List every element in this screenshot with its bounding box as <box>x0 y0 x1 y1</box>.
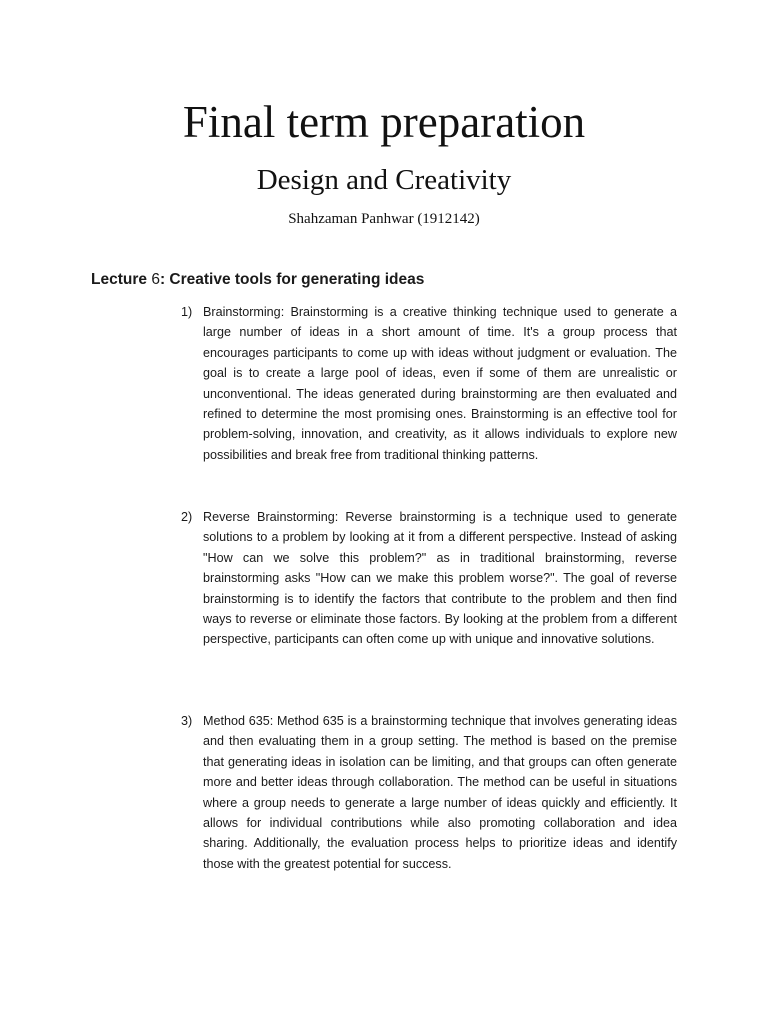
lecture-number: 6 <box>151 271 160 288</box>
list-item-text: Reverse brainstorming is a technique used to generate solutions to a problem by looking at it from a different perspective. Instead of asking "How can we solve this problem?" as in traditional brainstorming, reverse brainstorming asks "How can we make this problem worse?". The goal of reverse brainstorming is to identify the factors that contribute to the problem and then find ways to reverse or eliminate those factors. By looking at the problem from a different perspective, participants can often come up with unique and innovative solutions. <box>203 510 677 647</box>
list-item-term: Method 635: <box>203 714 274 728</box>
document-title: Final term preparation <box>182 97 586 147</box>
list-item-marker: 2) <box>181 510 193 524</box>
document-author: Shahzaman Panhwar (1912142) <box>288 211 480 227</box>
lecture-heading <box>91 268 424 292</box>
list-item-marker: 1) <box>181 305 193 319</box>
list-item-body <box>203 507 677 650</box>
list-item-text: Brainstorming is a creative thinking technique used to generate a large number of ideas in a short amount of time. It's a group process that encourages participants to come up with ideas without judgment or evaluation. The goal is to create a large pool of ideas, even if some of them are unrealistic or unconventional. The ideas generated during brainstorming are then evaluated and refined to determine the most promising ones. Brainstorming is an effective tool for problem-solving, innovation, and creativity, as it allows individuals to explore new possibilities and break free from traditional thinking patterns. <box>203 305 677 462</box>
list-item-marker: 3) <box>181 714 193 728</box>
list-item-body <box>203 302 677 465</box>
document-subtitle: Design and Creativity <box>256 164 512 196</box>
list-item-text: Method 635 is a brainstorming technique that involves generating ideas and then evaluating them in a group setting. The method is based on the premise that generating ideas in isolation can be limiting, and that groups can often generate more and better ideas through collaboration. The method can be useful in situations where a group needs to generate a large number of ideas quickly and efficiently. It allows for individual contributions while also promoting collaboration and idea sharing. Additionally, the evaluation process helps to prioritize ideas and identify those with the greatest potential for success. <box>203 714 677 871</box>
list-item-term: Reverse Brainstorming: <box>203 510 339 524</box>
lecture-label: Lecture <box>91 271 152 288</box>
list-item-body <box>203 711 677 874</box>
list-item-reverse-brainstorming <box>181 507 677 650</box>
list-item-term: Brainstorming: <box>203 305 285 319</box>
list-item-method-635 <box>181 711 677 874</box>
list-item-brainstorming <box>181 302 677 465</box>
lecture-heading-text: : Creative tools for generating ideas <box>159 271 425 288</box>
